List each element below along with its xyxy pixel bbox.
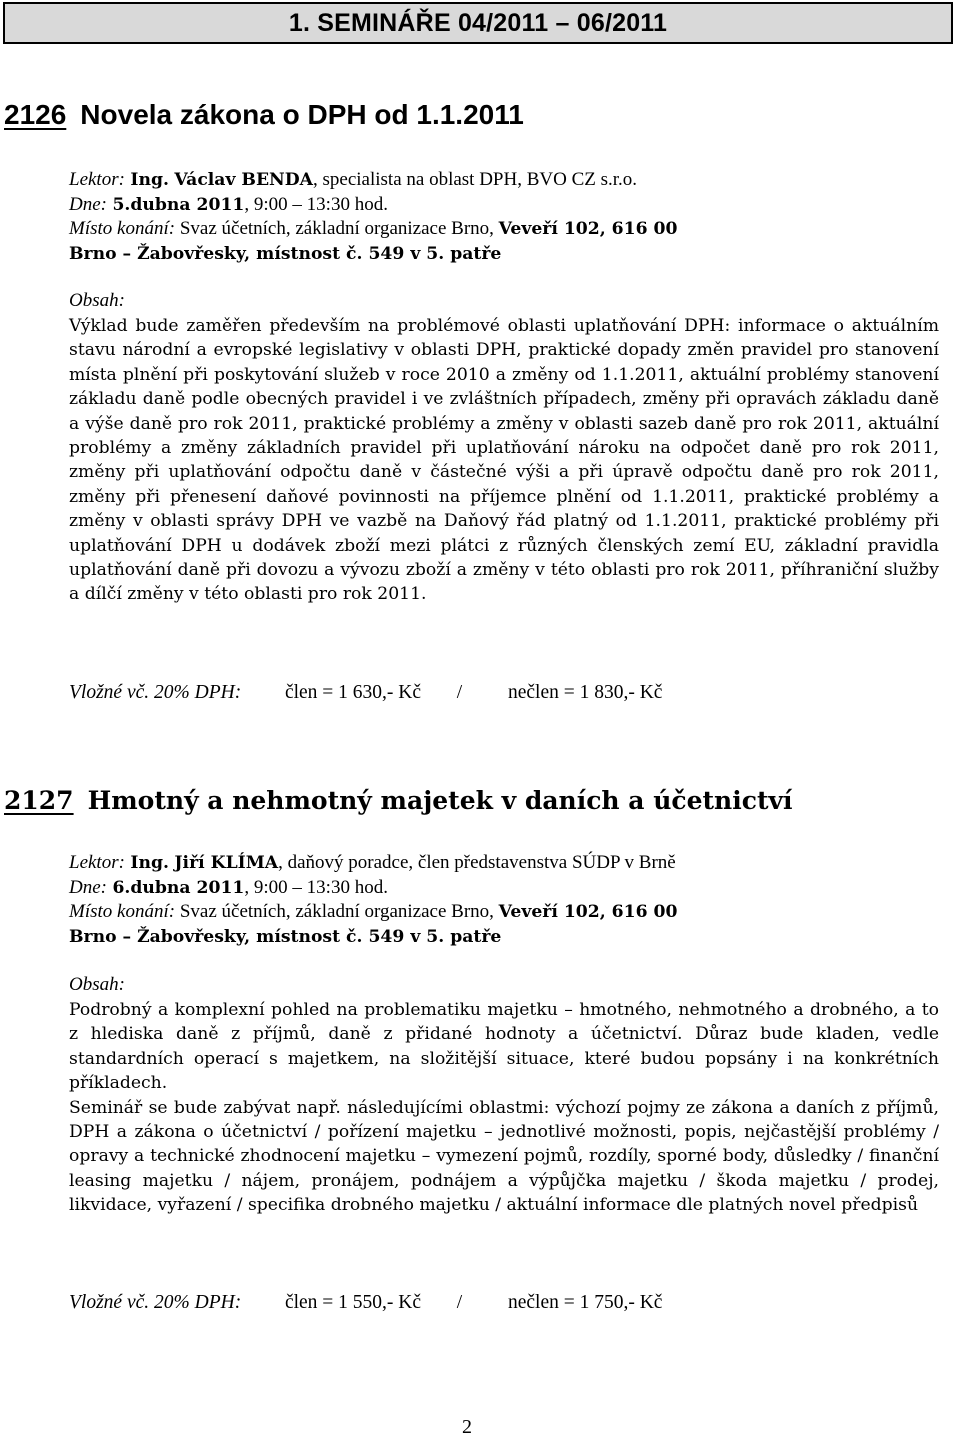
fee-member: člen = 1 550,- Kč (284, 1292, 422, 1313)
venue-room: Brno – Žabovřesky, místnost č. 549 v 5. patře (69, 243, 502, 264)
seminar-number: 2127 (4, 786, 74, 815)
fee-nonmember: nečlen = 1 830,- Kč (507, 682, 663, 703)
seminar-info (69, 168, 939, 266)
page-header-box (3, 2, 953, 44)
content-paragraph: Seminář se bude zabývat např. následujícími oblastmi: výchozí pojmy ze zákona a daních z příjmů, DPH a zákona o účetnictví / pořízení majetku – jednotlivé možnosti, popis, nejčastější problémy / opravy a technické zhodnocení majetku – vymezení pojmů, rozdíly, sporné body, důsledky / finanční leasing majetku / nájem, pronájem, podnájem a výpůjčka majetku / škoda majetku / prodej, likvidace, vyřazení / specifika drobného majetku / aktuální informace dle platných novel předpisů (69, 1097, 939, 1216)
seminar-title (4, 99, 524, 131)
content-block (69, 314, 939, 607)
content-label-row (69, 289, 939, 314)
venue-text: Svaz účetních, základní organizace Brno, (175, 901, 499, 922)
content-label-row (69, 973, 939, 998)
venue-label: Místo konání: (69, 901, 176, 922)
seminar-name: Novela zákona o DPH od 1.1.2011 (80, 99, 524, 130)
venue-line (69, 217, 939, 242)
lecturer-title: Ing. (130, 170, 169, 190)
fee-label: Vložné vč. 20% DPH: (69, 1292, 242, 1313)
fee-nonmember: nečlen = 1 750,- Kč (507, 1292, 663, 1313)
venue-address: Veveří 102, 616 00 (498, 902, 678, 922)
fee-member: člen = 1 630,- Kč (284, 682, 422, 703)
lecturer-label: Lektor: (69, 852, 125, 873)
fee-separator: / (456, 682, 463, 703)
venue-text: Svaz účetních, základní organizace Brno, (175, 218, 499, 239)
venue-room: Brno – Žabovřesky, místnost č. 549 v 5. patře (69, 926, 502, 947)
date-label: Dne: (69, 876, 107, 898)
content-block (69, 998, 939, 1218)
seminar-name: Hmotný a nehmotný majetek v daních a účetnictví (87, 786, 793, 815)
venue-line-2 (69, 242, 939, 267)
seminar-number: 2126 (4, 99, 67, 130)
fee-separator: / (456, 1292, 463, 1313)
lecturer-line (69, 851, 939, 876)
lecturer-desc: , daňový poradce, člen představenstva SÚDP v Brně (278, 852, 676, 873)
page-number: 2 (462, 1416, 472, 1438)
lecturer-line (69, 168, 939, 193)
date-line (69, 193, 939, 218)
venue-line (69, 900, 939, 925)
venue-label: Místo konání: (69, 218, 176, 239)
fee-label: Vložné vč. 20% DPH: (69, 682, 242, 703)
page-header-title: 1. SEMINÁŘE 04/2011 – 06/2011 (288, 8, 668, 37)
date-line (69, 876, 939, 901)
fee-line (69, 1292, 662, 1314)
date-label: Dne: (69, 193, 107, 215)
date-value: 5.dubna 2011 (112, 194, 245, 215)
date-time: , 9:00 – 13:30 hod. (244, 193, 388, 215)
fee-line (69, 682, 662, 704)
venue-address: Veveří 102, 616 00 (498, 219, 678, 239)
date-time: , 9:00 – 13:30 hod. (244, 876, 388, 898)
lecturer-name: Václav BENDA (174, 170, 313, 190)
seminar-info (69, 851, 939, 949)
content-paragraph: Podrobný a komplexní pohled na problematiku majetku – hmotného, nehmotného a drobného, a to z hlediska daně z příjmů, daně z přidané hodnoty a účetnictví. Důraz bude kladen, vedle standardních operací s majetkem, na složitější situace, které budou popsány i na konkrétních příkladech. (69, 1000, 939, 1094)
content-paragraph: Výklad bude zaměřen především na problémové oblasti uplatňování DPH: informace o aktuálním stavu národní a evropské legislativy v oblasti DPH, praktické dopady změn pravidel pro stanovení místa plnění při poskytování služeb v roce 2010 a změny od 1.1.2011, aktuální problémy stanovení základu daně podle obecných pravidel i ve zvláštních případech, změny při opravách základu daně a výše daně pro rok 2011, praktické problémy a změny v oblasti sazeb daně pro rok 2011, aktuální problémy a změny základních pravidel při uplatňování nároku na odpočet daně pro rok 2011, změny při uplatňování odpočtu daně v částečné výši a při úpravě odpočtu daně pro rok 2011, změny při přenesení daňové povinnosti na příjemce plnění od 1.1.2011, praktické problémy a změny v oblasti správy DPH ve vazbě na Daňový řád platný od 1.1.2011, praktické problémy při uplatňování DPH u dodávek zboží mezi plátci z různých členských zemí EU, základní pravidla uplatňování daně při dovozu a vývozu zboží a změny v této oblasti pro rok 2011, příhraniční služby a dílčí změny v této oblasti pro rok 2011. (69, 316, 939, 605)
date-value: 6.dubna 2011 (112, 877, 245, 898)
lecturer-title: Ing. (130, 853, 169, 873)
content-label: Obsah: (69, 290, 125, 311)
lecturer-desc: , specialista na oblast DPH, BVO CZ s.r.o. (313, 169, 638, 190)
content-label: Obsah: (69, 974, 125, 995)
lecturer-name: Jiří KLÍMA (174, 853, 279, 873)
venue-line-2 (69, 925, 939, 950)
lecturer-label: Lektor: (69, 169, 125, 190)
seminar-title (4, 786, 793, 815)
